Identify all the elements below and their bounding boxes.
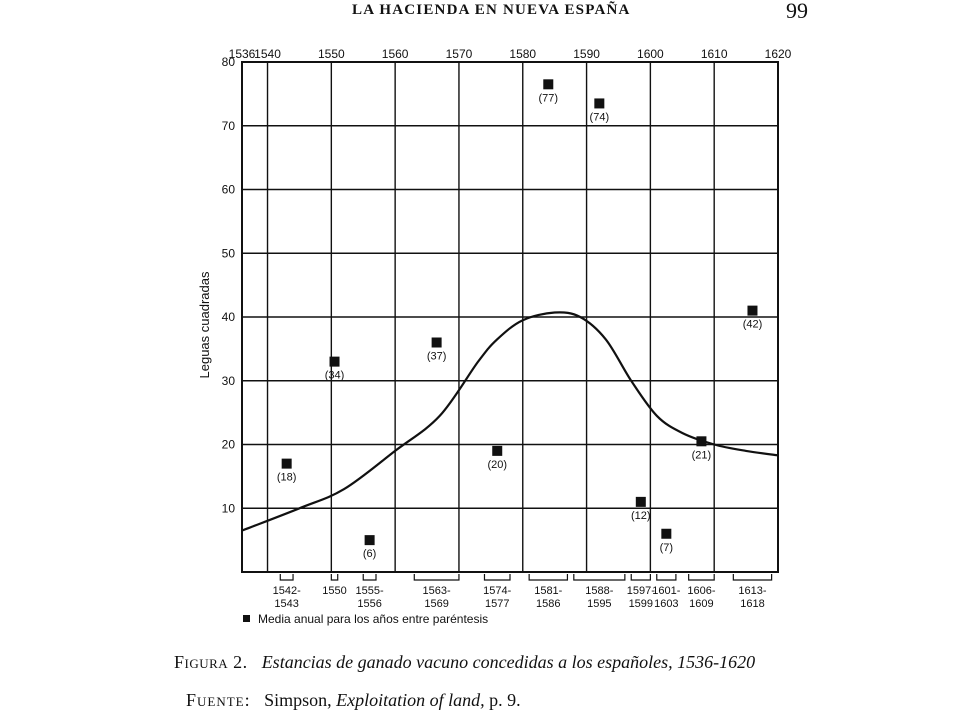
year-range-line: 1613- [738,585,767,597]
data-point [747,306,757,316]
year-range-label [483,585,511,610]
year-range-bracket [331,574,337,580]
year-range-bracket [363,574,376,580]
year-range-bracket [529,574,567,580]
x-tick-label: 1610 [700,47,728,61]
year-range-line: 1563- [422,585,451,597]
y-tick-label: 80 [221,55,235,69]
y-tick-label: 20 [221,437,235,452]
data-point [282,459,292,469]
legend [243,612,488,626]
year-range-line: 1603 [654,598,679,610]
data-points [277,79,762,560]
year-range-line: 1586 [536,598,561,610]
year-range-bracket [574,574,625,580]
grid [242,62,778,572]
y-tick-label: 10 [221,501,235,516]
y-tick-label: 40 [221,310,235,324]
year-range-line: 1569 [424,598,449,610]
legend-text: Media anual para los años entre paréntesis [258,612,489,626]
data-point [432,338,442,348]
data-point-label: (37) [426,350,447,363]
year-range-line: 1543 [274,598,299,610]
year-range-line: 1606- [687,585,716,597]
year-range-line: 1556 [357,598,382,610]
source-author: Simpson, [264,690,332,710]
year-range-line: 1581- [534,585,563,597]
data-point [696,436,706,446]
year-range-line: 1597- [626,585,655,597]
year-range-label [273,585,301,610]
year-range-label [585,585,613,610]
year-range-bracket [631,574,650,580]
x-tick-label: 1580 [509,47,537,61]
year-range-brackets [273,574,772,610]
y-tick-label: 70 [221,118,235,133]
page-number: 99 [786,0,808,23]
data-point-label: (20) [487,458,508,471]
x-tick-label: 1560 [381,47,409,61]
data-point-label: (42) [742,318,763,331]
year-range-bracket [689,574,715,580]
year-range-line: 1618 [740,598,765,610]
data-point-label: (74) [589,111,610,124]
year-range-label [627,585,655,610]
year-range-bracket [280,574,293,580]
trend-curve [242,312,778,530]
data-point [330,357,340,367]
data-point [636,497,646,507]
year-range-label [322,585,346,597]
data-point-label: (77) [538,92,559,105]
source-page: p. 9. [489,690,521,710]
source-label: Fuente: [186,690,251,710]
year-range-bracket [657,574,676,580]
data-point [543,79,553,89]
legend-marker [243,615,250,622]
data-point [492,446,502,456]
data-point-label: (21) [691,449,712,462]
year-range-line: 1588- [585,585,614,597]
year-range-label [687,585,715,610]
data-point [594,98,604,108]
source-book: Exploitation of land, [336,690,485,710]
x-tick-label: 1536 [228,47,256,61]
year-range-label [534,585,562,610]
year-range-label [356,585,384,610]
data-point [365,535,375,545]
year-range-label [652,585,680,610]
caption-label: Figura 2. [174,652,248,672]
year-range-line: 1577 [484,598,510,610]
y-tick-label: 60 [221,182,235,197]
x-tick-label: 1590 [573,47,600,61]
x-tick-label: 1570 [445,47,473,61]
caption-title: Estancias de ganado vacuno concedidas a los españoles, 1536-1620 [261,652,756,672]
year-range-line: 1555- [355,585,384,597]
year-range-line: 1542- [272,585,301,597]
year-range-bracket [484,574,510,580]
figure-source [186,690,521,711]
x-tick-label: 1540 [254,47,281,61]
data-point-label: (18) [276,471,297,484]
x-tick-label: 1600 [637,47,664,61]
year-range-line: 1601- [652,585,681,597]
data-point-label: (6) [362,548,377,561]
data-point-label: (12) [631,509,651,522]
year-range-line: 1599 [628,598,654,610]
year-range-bracket [414,574,459,580]
y-tick-label: 50 [221,246,235,261]
year-range-bracket [733,574,771,580]
y-tick-labels [222,55,236,515]
data-point [661,529,671,539]
year-range-line: 1595 [587,598,612,610]
x-tick-label: 1550 [317,47,345,61]
data-point-label: (7) [659,541,674,554]
y-axis-label: Leguas cuadradas [197,271,212,379]
figure-caption [174,652,755,673]
year-range-label [423,585,451,610]
y-tick-label: 30 [221,373,235,388]
x-tick-labels [229,47,792,61]
running-head: LA HACIENDA EN NUEVA ESPAÑA [352,2,631,18]
year-range-label [738,585,766,610]
data-point-label: (34) [324,369,345,382]
x-tick-label: 1620 [764,47,792,61]
year-range-line: 1609 [689,598,714,610]
year-range-line: 1574- [483,585,512,597]
year-range-line: 1550 [322,585,347,597]
